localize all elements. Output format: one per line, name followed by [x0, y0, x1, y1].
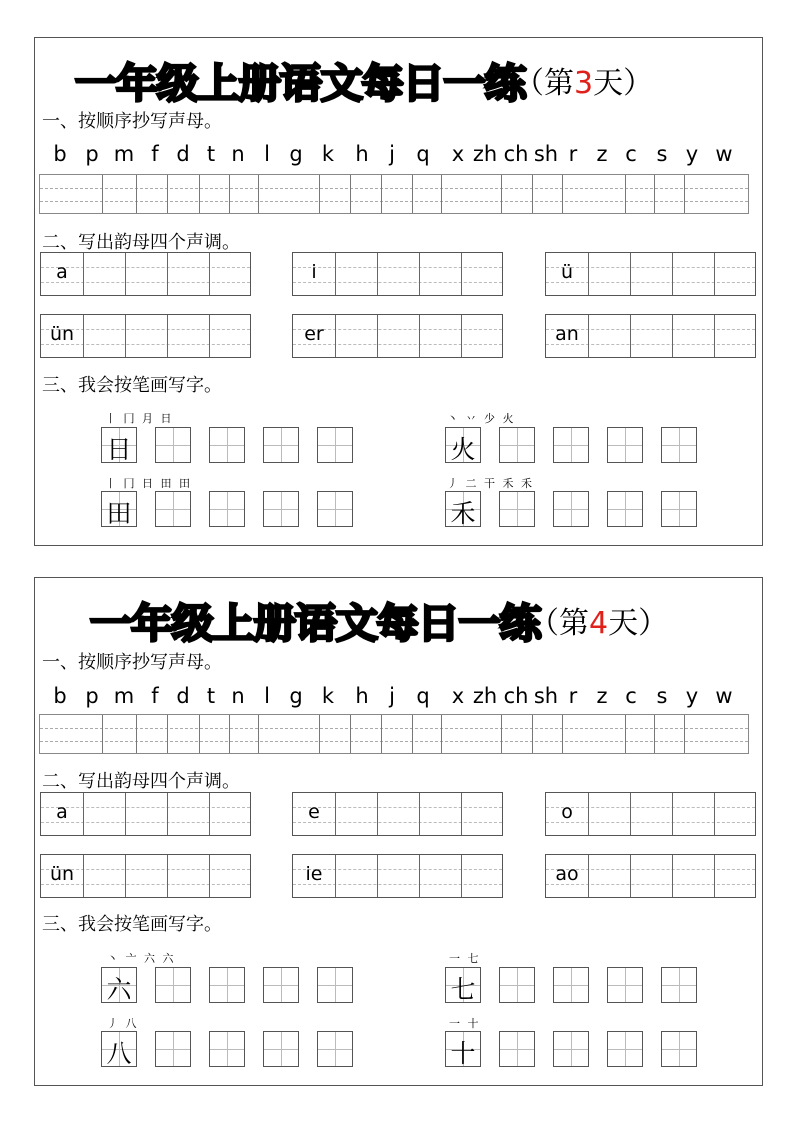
cell-divider	[167, 253, 168, 295]
initial-letter: z	[596, 684, 608, 708]
practice-box[interactable]	[155, 967, 191, 1003]
cell-divider	[167, 715, 168, 753]
initial-letter: n	[231, 142, 245, 166]
initial-letter: p	[85, 142, 99, 166]
cell-divider	[419, 253, 420, 295]
cell-divider	[461, 315, 462, 357]
initial-letter: w	[715, 142, 733, 166]
initial-letter: d	[176, 142, 190, 166]
cell-divider	[714, 793, 715, 835]
cell-divider	[377, 315, 378, 357]
initial-letter: k	[321, 142, 335, 166]
practice-box[interactable]	[661, 1031, 697, 1067]
title-day	[529, 598, 668, 642]
initial-letter: r	[568, 142, 578, 166]
day-prefix: （第	[529, 606, 589, 641]
cell-divider	[199, 175, 200, 213]
model-character-box	[101, 967, 137, 1003]
cell-divider	[377, 855, 378, 897]
practice-box[interactable]	[661, 427, 697, 463]
cell-divider	[441, 715, 442, 753]
cell-divider	[684, 715, 685, 753]
initial-letter: q	[416, 684, 430, 708]
practice-box[interactable]	[317, 1031, 353, 1067]
tone-box[interactable]	[545, 792, 756, 836]
practice-box[interactable]	[155, 1031, 191, 1067]
cell-divider	[588, 793, 589, 835]
day-number: 3	[574, 66, 594, 101]
practice-box[interactable]	[553, 491, 589, 527]
initial-letter: zh	[472, 684, 498, 708]
practice-box[interactable]	[607, 967, 643, 1003]
initial-letter: d	[176, 684, 190, 708]
model-character: 十	[450, 1039, 476, 1068]
final-label: a	[56, 801, 68, 823]
model-character-box	[101, 1031, 137, 1067]
model-character: 八	[106, 1039, 132, 1068]
tone-box[interactable]	[292, 252, 503, 296]
cell-divider	[319, 175, 320, 213]
initial-letter: t	[206, 684, 216, 708]
day-suffix: 天）	[608, 606, 669, 641]
cell-divider	[258, 175, 259, 213]
model-character: 六	[106, 975, 132, 1004]
stroke-order: 一 七	[449, 952, 481, 965]
initial-letter: ch	[503, 142, 529, 166]
practice-box[interactable]	[317, 491, 353, 527]
model-character-box	[445, 1031, 481, 1067]
cell-divider	[102, 715, 103, 753]
worksheet-title	[90, 592, 668, 648]
initial-letter: h	[355, 684, 369, 708]
model-character: 日	[106, 435, 132, 464]
cell-divider	[588, 315, 589, 357]
initial-letter: j	[389, 142, 395, 166]
cell-divider	[381, 175, 382, 213]
worksheet-day-3	[34, 37, 763, 546]
cell-divider	[377, 253, 378, 295]
practice-box[interactable]	[317, 967, 353, 1003]
initials-writing-strip[interactable]	[39, 714, 749, 754]
cell-divider	[335, 855, 336, 897]
practice-box[interactable]	[607, 427, 643, 463]
cell-divider	[441, 175, 442, 213]
practice-box[interactable]	[553, 967, 589, 1003]
cell-divider	[714, 855, 715, 897]
initial-letter: s	[656, 142, 668, 166]
cell-divider	[209, 855, 210, 897]
initial-letter: y	[685, 142, 699, 166]
cell-divider	[630, 793, 631, 835]
section-2-heading: 二、写出韵母四个声调。	[42, 771, 240, 792]
practice-box[interactable]	[553, 427, 589, 463]
cell-divider	[714, 315, 715, 357]
tone-box[interactable]	[40, 854, 251, 898]
cell-divider	[630, 315, 631, 357]
stroke-order: 丶 亠 六 六	[107, 952, 176, 965]
tone-box[interactable]	[40, 252, 251, 296]
initial-letter: s	[656, 684, 668, 708]
cell-divider	[125, 855, 126, 897]
initial-letter: q	[416, 142, 430, 166]
tone-box[interactable]	[292, 792, 503, 836]
guide-line	[40, 188, 748, 189]
final-label: er	[304, 323, 324, 345]
model-character-box	[445, 427, 481, 463]
initial-letter: f	[151, 142, 159, 166]
cell-divider	[229, 175, 230, 213]
final-label: a	[56, 261, 68, 283]
cell-divider	[461, 793, 462, 835]
practice-box[interactable]	[499, 967, 535, 1003]
cell-divider	[199, 715, 200, 753]
cell-divider	[136, 715, 137, 753]
practice-box[interactable]	[263, 491, 299, 527]
model-character-box	[101, 427, 137, 463]
cell-divider	[209, 315, 210, 357]
model-character: 田	[106, 499, 132, 528]
initial-letter: m	[113, 684, 135, 708]
initial-letter: w	[715, 684, 733, 708]
practice-box[interactable]	[263, 1031, 299, 1067]
final-label: ao	[555, 863, 579, 885]
initial-letter: ch	[503, 684, 529, 708]
tone-box[interactable]	[545, 854, 756, 898]
cell-divider	[167, 175, 168, 213]
final-label: an	[555, 323, 579, 345]
cell-divider	[335, 253, 336, 295]
cell-divider	[630, 855, 631, 897]
initials-row	[35, 142, 764, 166]
practice-box[interactable]	[263, 967, 299, 1003]
stroke-order: 一 十	[449, 1017, 481, 1030]
tone-box[interactable]	[40, 314, 251, 358]
initial-letter: c	[625, 142, 637, 166]
initial-letter: n	[231, 684, 245, 708]
initial-letter: p	[85, 684, 99, 708]
cell-divider	[672, 855, 673, 897]
cell-divider	[562, 715, 563, 753]
worksheet-day-4	[34, 577, 763, 1086]
cell-divider	[412, 715, 413, 753]
practice-box[interactable]	[661, 491, 697, 527]
initial-letter: f	[151, 684, 159, 708]
cell-divider	[83, 253, 84, 295]
cell-divider	[588, 855, 589, 897]
final-label: o	[561, 801, 573, 823]
initial-letter: t	[206, 142, 216, 166]
practice-box[interactable]	[209, 491, 245, 527]
initial-letter: b	[53, 142, 67, 166]
cell-divider	[461, 855, 462, 897]
initial-letter: sh	[533, 142, 559, 166]
cell-divider	[419, 315, 420, 357]
initial-letter: k	[321, 684, 335, 708]
final-label: ü	[560, 261, 574, 283]
practice-box[interactable]	[155, 491, 191, 527]
cell-divider	[335, 793, 336, 835]
section-3-heading: 三、我会按笔画写字。	[42, 914, 222, 935]
model-character: 七	[450, 975, 476, 1004]
practice-box[interactable]	[553, 1031, 589, 1067]
model-character-box	[101, 491, 137, 527]
day-number: 4	[589, 606, 609, 641]
model-character: 禾	[450, 499, 476, 528]
cell-divider	[377, 793, 378, 835]
final-label: i	[311, 261, 317, 283]
stroke-order: 丨 冂 月 日	[105, 412, 174, 425]
cell-divider	[501, 175, 502, 213]
final-label: ün	[49, 863, 75, 885]
cell-divider	[562, 175, 563, 213]
initial-letter: z	[596, 142, 608, 166]
initial-letter: j	[389, 684, 395, 708]
cell-divider	[625, 715, 626, 753]
cell-divider	[714, 253, 715, 295]
cell-divider	[167, 855, 168, 897]
cell-divider	[381, 715, 382, 753]
stroke-order: 丿 八	[107, 1017, 139, 1030]
tone-box[interactable]	[545, 252, 756, 296]
final-label: ün	[49, 323, 75, 345]
practice-box[interactable]	[209, 967, 245, 1003]
cell-divider	[532, 175, 533, 213]
initial-letter: r	[568, 684, 578, 708]
practice-box[interactable]	[317, 427, 353, 463]
practice-box[interactable]	[499, 427, 535, 463]
cell-divider	[672, 793, 673, 835]
cell-divider	[319, 715, 320, 753]
title-main: 一年级上册语文每日一练	[90, 600, 541, 647]
initial-letter: x	[451, 142, 465, 166]
tone-box[interactable]	[545, 314, 756, 358]
cell-divider	[136, 175, 137, 213]
initial-letter: l	[264, 684, 270, 708]
stroke-order: 丶 丷 少 火	[447, 412, 516, 425]
section-2-heading: 二、写出韵母四个声调。	[42, 232, 240, 253]
cell-divider	[83, 855, 84, 897]
section-1-heading: 一、按顺序抄写声母。	[42, 652, 222, 673]
cell-divider	[654, 175, 655, 213]
section-1-heading: 一、按顺序抄写声母。	[42, 111, 222, 132]
cell-divider	[419, 855, 420, 897]
day-suffix: 天）	[593, 66, 654, 101]
initials-row	[35, 684, 764, 708]
cell-divider	[102, 175, 103, 213]
initial-letter: zh	[472, 142, 498, 166]
cell-divider	[654, 715, 655, 753]
initial-letter: m	[113, 142, 135, 166]
cell-divider	[672, 253, 673, 295]
practice-box[interactable]	[209, 1031, 245, 1067]
initial-letter: c	[625, 684, 637, 708]
initial-letter: y	[685, 684, 699, 708]
initial-letter: h	[355, 142, 369, 166]
title-day	[514, 58, 653, 102]
cell-divider	[167, 793, 168, 835]
stroke-order: 丿 二 干 禾 禾	[447, 477, 534, 490]
day-prefix: （第	[514, 66, 574, 101]
cell-divider	[335, 315, 336, 357]
title-main: 一年级上册语文每日一练	[75, 60, 526, 107]
practice-box[interactable]	[607, 491, 643, 527]
initial-letter: b	[53, 684, 67, 708]
cell-divider	[125, 315, 126, 357]
cell-divider	[630, 253, 631, 295]
cell-divider	[167, 315, 168, 357]
tone-box[interactable]	[292, 854, 503, 898]
tone-box[interactable]	[40, 792, 251, 836]
cell-divider	[125, 253, 126, 295]
cell-divider	[229, 715, 230, 753]
initial-letter: sh	[533, 684, 559, 708]
model-character-box	[445, 967, 481, 1003]
tone-box[interactable]	[292, 314, 503, 358]
practice-box[interactable]	[499, 491, 535, 527]
guide-line	[40, 201, 748, 202]
initial-letter: g	[289, 684, 303, 708]
model-character-box	[445, 491, 481, 527]
practice-box[interactable]	[263, 427, 299, 463]
cell-divider	[532, 715, 533, 753]
initial-letter: x	[451, 684, 465, 708]
cell-divider	[461, 253, 462, 295]
cell-divider	[83, 315, 84, 357]
section-3-heading: 三、我会按笔画写字。	[42, 375, 222, 396]
cell-divider	[625, 175, 626, 213]
final-label: ie	[305, 863, 323, 885]
cell-divider	[588, 253, 589, 295]
stroke-order: 丨 冂 日 田 田	[105, 477, 192, 490]
final-label: e	[308, 801, 320, 823]
cell-divider	[258, 715, 259, 753]
cell-divider	[412, 175, 413, 213]
cell-divider	[209, 253, 210, 295]
cell-divider	[684, 175, 685, 213]
guide-line	[40, 741, 748, 742]
initial-letter: g	[289, 142, 303, 166]
practice-box[interactable]	[499, 1031, 535, 1067]
cell-divider	[125, 793, 126, 835]
cell-divider	[419, 793, 420, 835]
practice-box[interactable]	[155, 427, 191, 463]
cell-divider	[209, 793, 210, 835]
cell-divider	[350, 175, 351, 213]
initial-letter: l	[264, 142, 270, 166]
cell-divider	[350, 715, 351, 753]
initials-writing-strip[interactable]	[39, 174, 749, 214]
model-character: 火	[450, 435, 476, 464]
practice-box[interactable]	[661, 967, 697, 1003]
cell-divider	[83, 793, 84, 835]
cell-divider	[501, 715, 502, 753]
cell-divider	[672, 315, 673, 357]
practice-box[interactable]	[607, 1031, 643, 1067]
practice-box[interactable]	[209, 427, 245, 463]
worksheet-title	[75, 52, 653, 108]
guide-line	[40, 728, 748, 729]
